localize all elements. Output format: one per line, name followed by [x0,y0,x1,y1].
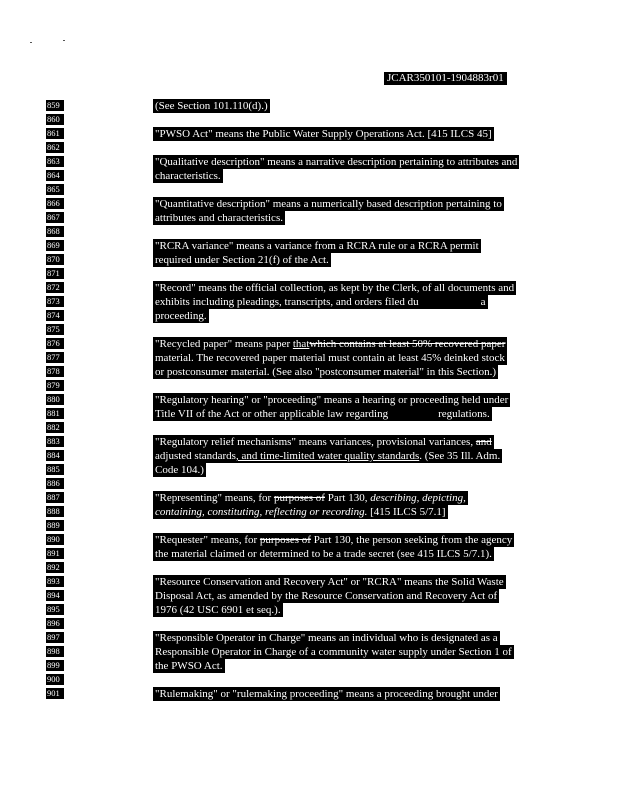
text-segment: Title VII of the Act or other applicable law regarding [155,408,389,420]
line-number: 883 [46,436,64,447]
line-number: 872 [46,282,64,293]
text-line [153,407,492,421]
line-number: 878 [46,366,64,377]
line-number: 896 [46,618,64,629]
line-number: 880 [46,394,64,405]
line-number: 877 [46,352,64,363]
text-segment: [415 ILCS 5/7.1] [367,506,446,518]
text-line: "Responsible Operator in Charge" means an individual who is designated as a [155,632,498,644]
text-line: Disposal Act, as amended by the Resource Conservation and Recovery Act of [155,590,498,602]
text-segment: "Recycled paper" means paper [155,338,293,350]
text-segment: a [480,296,486,308]
text-line: characteristics. [155,170,221,182]
text-line: Responsible Operator in Charge of a community water supply under Section 1 of [155,646,512,658]
italic-text: describing, depicting, [370,492,466,504]
text-line: Code 104.) [155,464,204,476]
text-segment: . (See 35 Ill. Adm. [419,450,501,462]
text-line: "Record" means the official collection, as kept by the Clerk, of all documents and [155,282,515,294]
document-header-code: JCAR350101-1904883r01 [384,72,507,85]
line-number: 881 [46,408,64,419]
line-number: 871 [46,268,64,279]
text-segment: adjusted standards [155,450,236,462]
line-number: 897 [46,632,64,643]
line-number: 867 [46,212,64,223]
line-number: 879 [46,380,64,391]
text-segment: "Regulatory relief mechanisms" means variances, provisional variances, [155,436,476,448]
line-number: 889 [46,520,64,531]
text-line: or postconsumer material. (See also "postconsumer material" in this Section.) [155,366,497,378]
text-line [153,449,502,463]
deleted-text: purposes of [259,534,311,546]
line-number: 869 [46,240,64,251]
text-line: 1976 (42 USC 6901 et seq.). [155,604,281,616]
line-number: 899 [46,660,64,671]
text-segment: "Requester" means, for [155,534,260,546]
line-number: 873 [46,296,64,307]
text-line [153,337,507,351]
text-line: proceeding. [155,310,207,322]
inserted-text: , and time-limited water quality standards [235,450,420,462]
line-number: 888 [46,506,64,517]
text-line [153,435,494,449]
line-number: 901 [46,688,64,699]
line-number: 882 [46,422,64,433]
line-number: 863 [46,156,64,167]
text-line: "Quantitative description" means a numerically based description pertaining to [155,198,502,210]
text-line [153,295,488,309]
text-line: (See Section 101.110(d).) [155,100,268,112]
line-number: 868 [46,226,64,237]
deleted-text: purposes of [273,492,325,504]
scan-speck [30,42,32,43]
line-number: 893 [46,576,64,587]
italic-text: containing, constituting, reflecting or recording. [155,506,368,518]
line-number: 900 [46,674,64,685]
text-segment: "Representing" means, for [155,492,274,504]
text-line: material. The recovered paper material must contain at least 45% deinked stock [155,352,505,364]
line-number: 859 [46,100,64,111]
inserted-text: that [292,338,310,350]
text-line: "Qualitative description" means a narrative description pertaining to attributes and [155,156,518,168]
text-line [153,533,514,547]
line-number: 890 [46,534,64,545]
text-line: "Resource Conservation and Recovery Act" or "RCRA" means the Solid Waste [155,576,504,588]
text-line: "RCRA variance" means a variance from a RCRA rule or a RCRA permit [155,240,479,252]
line-number: 885 [46,464,64,475]
text-line [153,491,468,505]
line-number: 874 [46,310,64,321]
line-number: 887 [46,492,64,503]
text-segment: exhibits including pleadings, transcripts, and orders filed du [155,296,419,308]
text-line: "Regulatory hearing" or "proceeding" means a hearing or proceeding held under [155,394,509,406]
text-line: "PWSO Act" means the Public Water Supply Operations Act. [415 ILCS 45] [155,128,492,140]
line-number: 860 [46,114,64,125]
deleted-text: which contains at least 50% recovered paper [309,338,506,350]
line-number: 861 [46,128,64,139]
line-number: 866 [46,198,64,209]
line-number: 891 [46,548,64,559]
deleted-text: and [475,436,492,448]
line-number: 898 [46,646,64,657]
text-line: the PWSO Act. [155,660,223,672]
text-line: "Rulemaking" or "rulemaking proceeding" means a proceeding brought under [155,688,498,700]
text-line: attributes and characteristics. [155,212,283,224]
text-line [153,505,448,519]
line-number: 894 [46,590,64,601]
line-number: 862 [46,142,64,153]
line-number: 870 [46,254,64,265]
scan-speck [63,40,65,41]
text-segment: Part 130, [324,492,371,504]
line-number: 875 [46,324,64,335]
text-line: required under Section 21(f) of the Act. [155,254,329,266]
line-number: 886 [46,478,64,489]
text-line: the material claimed or determined to be a trade secret (see 415 ILCS 5/7.1). [155,548,492,560]
line-number: 864 [46,170,64,181]
line-number: 895 [46,604,64,615]
line-number: 892 [46,562,64,573]
line-number: 884 [46,450,64,461]
text-segment: Part 130, the person seeking from the agency [310,534,513,546]
line-number: 865 [46,184,64,195]
text-segment: regulations. [438,408,490,420]
line-number: 876 [46,338,64,349]
